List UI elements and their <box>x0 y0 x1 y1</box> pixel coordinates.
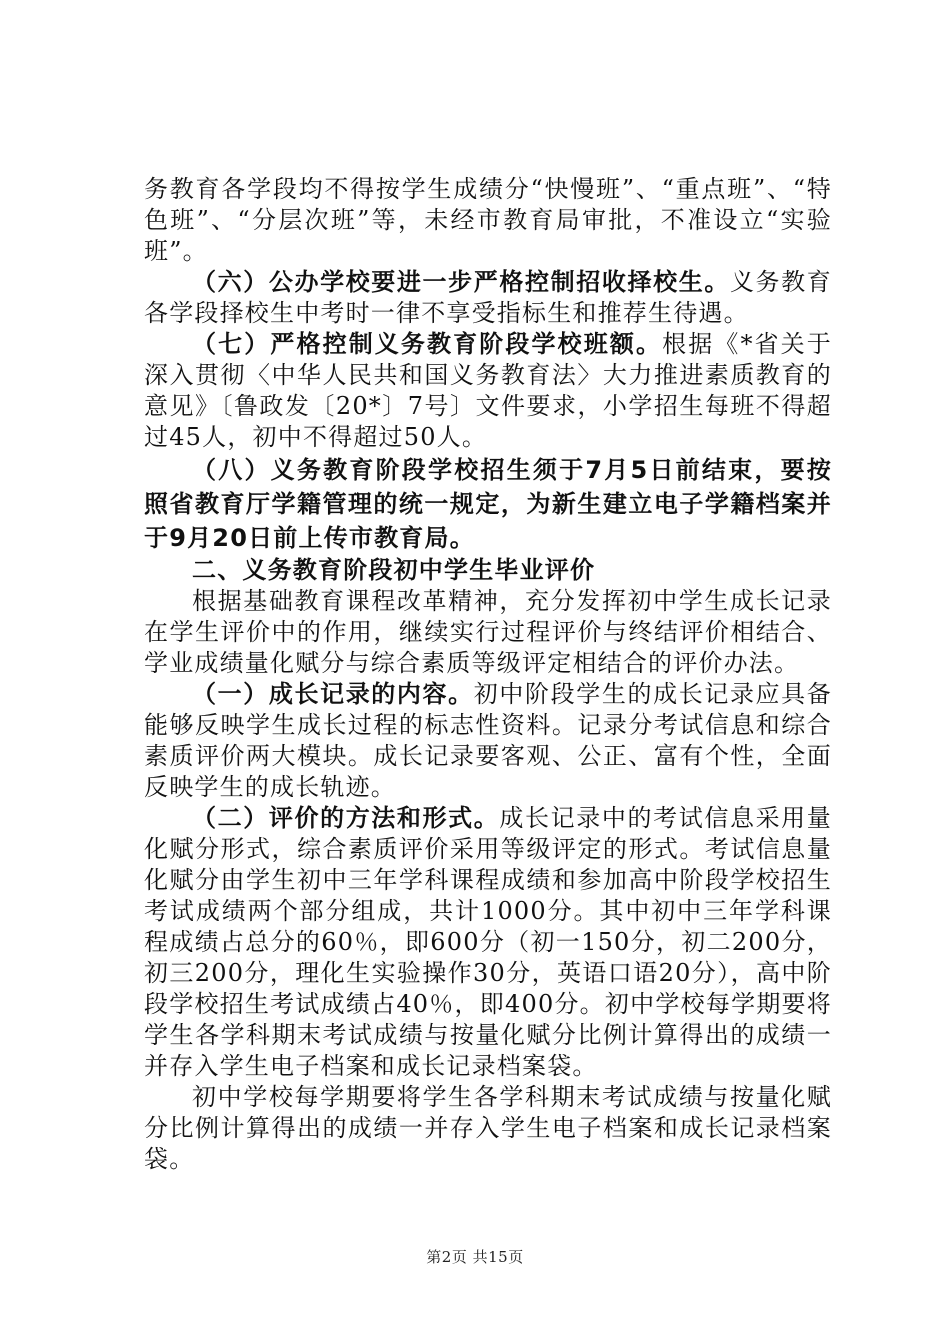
paragraph-text: 根据基础教育课程改革精神，充分发挥初中学生成长记录在学生评价中的作用，继续实行过程评价与终结评价相结合、学业成绩量化赋分与综合素质等级评定相结合的评价办法。 <box>144 587 832 677</box>
paragraph-text: 成长记录中的考试信息采用量化赋分形式，综合素质评价采用等级评定的形式。考试信息量化赋分由学生初中三年学科课程成绩和参加高中阶段学校招生考试成绩两个部分组成，共计1000分。其中初中三年学科课程成绩占总分的60％，即600分（初一150分，初二200分，初三200分，理化生实验操作30分，英语口语20分），高中阶段学校招生考试成绩占40％，即400分。初中学校每学期要将学生各学科期末考试成绩与按量化赋分比例计算得出的成绩一并存入学生电子档案和成长记录档案袋。 <box>144 804 832 1080</box>
paragraph-item-1 <box>144 679 832 803</box>
paragraph-text: 根据《*省关于深入贯彻〈中华人民共和国义务教育法〉大力推进素质教育的意见》〔鲁政发〔20*〕7号〕文件要求，小学招生每班不得超过45人，初中不得超过50人。 <box>144 330 832 451</box>
paragraph-item-8 <box>144 453 832 555</box>
paragraph-continued <box>144 174 832 267</box>
paragraph-text: 初中阶段学生的成长记录应具备能够反映学生成长过程的标志性资料。记录分考试信息和综合素质评价两大模块。成长记录要客观、公正、富有个性，全面反映学生的成长轨迹。 <box>144 680 832 801</box>
paragraph-intro <box>144 586 832 679</box>
paragraph-item-7 <box>144 329 832 453</box>
section-heading <box>144 555 832 586</box>
page-number-label: 第2页 共15页 <box>426 1248 524 1266</box>
paragraph-text: （八）义务教育阶段学校招生须于7月5日前结束，要按照省教育厅学籍管理的统一规定，为新生建立电子学籍档案并于9月20日前上传市教育局。 <box>144 456 832 552</box>
page-footer <box>0 1246 950 1267</box>
paragraph-text: 初中学校每学期要将学生各学科期末考试成绩与按量化赋分比例计算得出的成绩一并存入学生电子档案和成长记录档案袋。 <box>144 1083 832 1173</box>
paragraph-lead: （二）评价的方法和形式。 <box>192 804 500 832</box>
paragraph-item-2 <box>144 803 832 1082</box>
paragraph-text: 义务教育各学段择校生中考时一律不享受指标生和推荐生待遇。 <box>144 268 832 327</box>
paragraph-lead: （六）公办学校要进一步严格控制招收择校生。 <box>192 268 730 296</box>
paragraph-text: 务教育各学段均不得按学生成绩分“快慢班”、“重点班”、“特色班”、“分层次班”等，未经市教育局审批，不准设立“实验班”。 <box>144 175 832 265</box>
paragraph-closing <box>144 1082 832 1175</box>
document-body <box>144 174 832 1175</box>
paragraph-lead: （一）成长记录的内容。 <box>192 680 474 708</box>
section-heading-text: 二、义务教育阶段初中学生毕业评价 <box>192 556 596 584</box>
paragraph-lead: （七）严格控制义务教育阶段学校班额。 <box>192 330 663 358</box>
paragraph-item-6 <box>144 267 832 329</box>
